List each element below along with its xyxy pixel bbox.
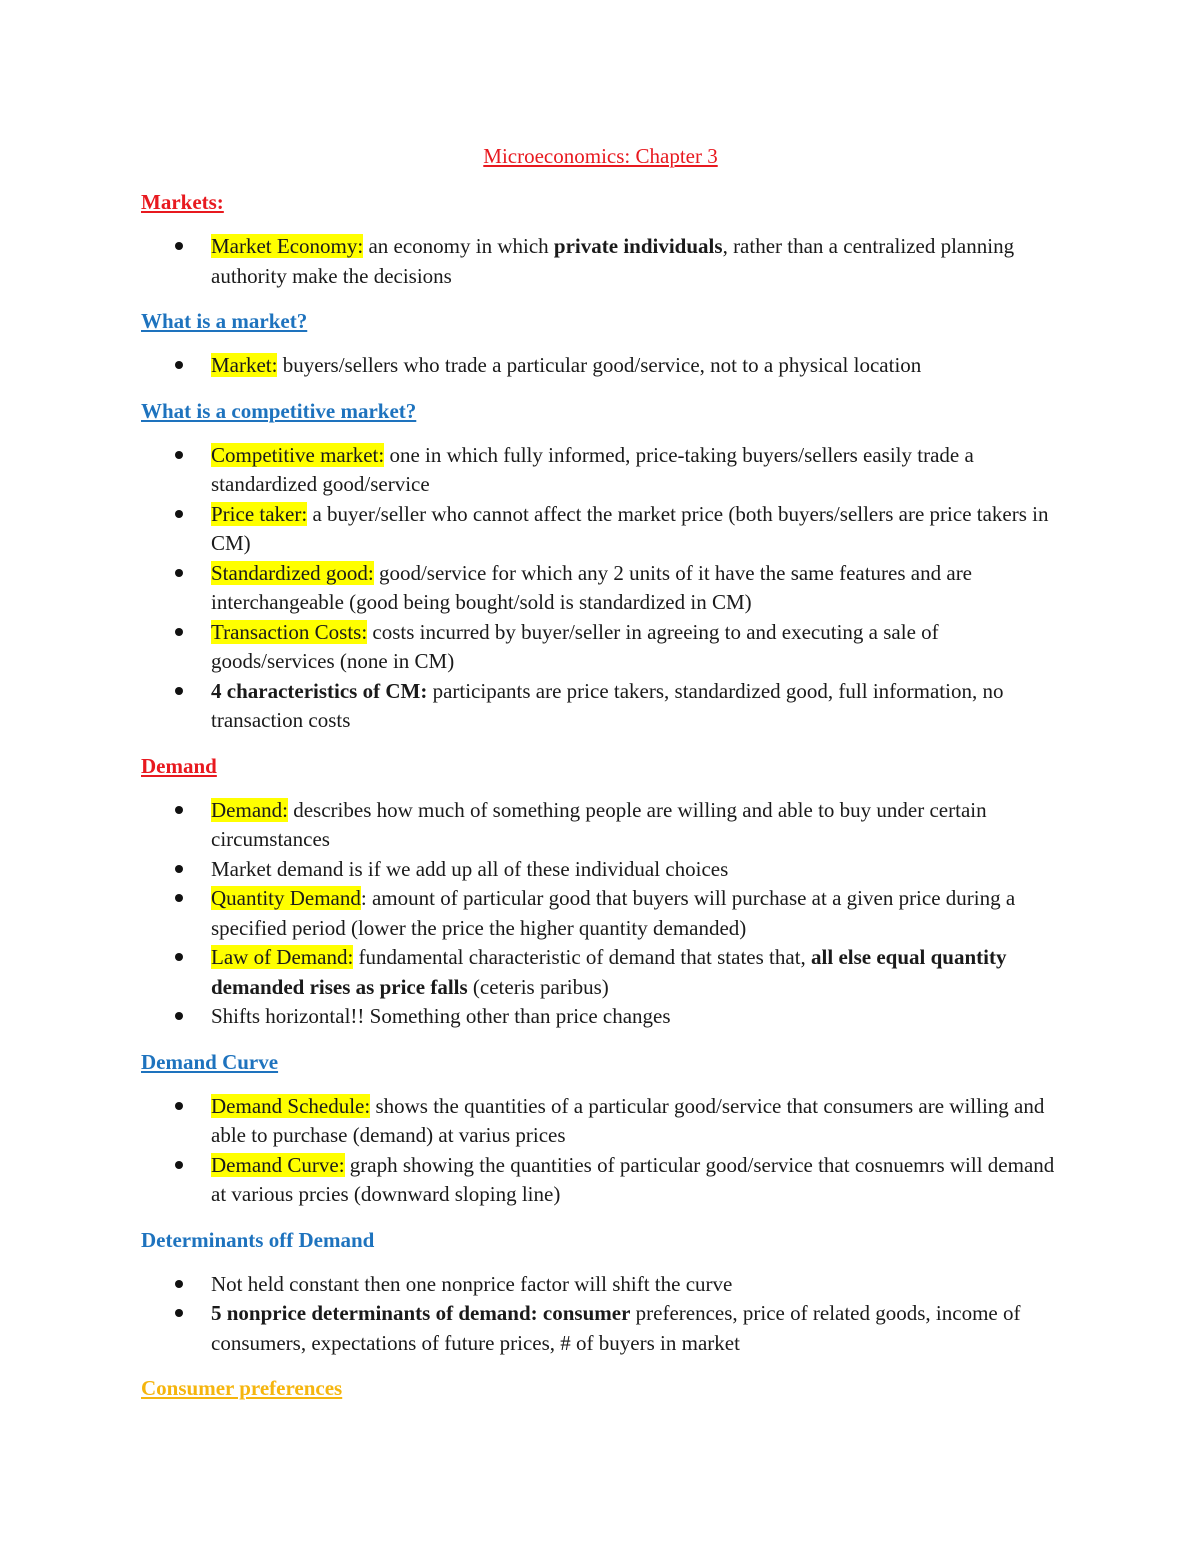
definition-text: , rather than a centralized planning authority make the decisions: [211, 234, 1015, 288]
definition-text: Market demand is if we add up all of these individual choices: [211, 856, 729, 881]
highlighted-term: Transaction Costs:: [211, 619, 368, 644]
bullet-dot-icon: [175, 510, 183, 518]
list-item: [141, 618, 1060, 677]
list-item: [141, 677, 1060, 736]
list-item: [141, 855, 1060, 885]
list-item: [141, 351, 1060, 381]
highlighted-term: Market Economy:: [211, 234, 364, 258]
bullet-dot-icon: [175, 242, 183, 250]
list-item: [141, 796, 1060, 855]
bullet-dot-icon: [175, 687, 183, 695]
section-heading-competitive-market: What is a competitive market?: [141, 398, 417, 423]
bullet-list-market: [141, 351, 1060, 381]
section-heading-demand-curve: Demand Curve: [141, 1049, 279, 1074]
bullet-dot-icon: [175, 628, 183, 636]
list-item: [141, 1299, 1060, 1358]
section-heading-markets: Markets:: [141, 190, 224, 214]
highlighted-term: Demand Curve:: [211, 1152, 345, 1177]
definition-text: an economy in which: [363, 234, 554, 258]
definition-text: : amount of particular good that buyers will purchase at a given price during a specified period (lower the price the higher quantity demanded): [211, 886, 1016, 940]
list-item: [141, 1092, 1060, 1151]
list-item: [141, 1151, 1060, 1210]
definition-text: a buyer/seller who cannot affect the market price (both buyers/sellers are price takers in CM): [211, 501, 1049, 555]
bullet-dot-icon: [175, 1280, 183, 1288]
highlighted-term: Price taker:: [211, 501, 308, 526]
definition-text: describes how much of something people are willing and able to buy under certain circumstances: [211, 797, 987, 851]
bold-text: private individuals: [553, 234, 723, 258]
bullet-dot-icon: [175, 894, 183, 902]
definition-text: fundamental characteristic of demand that states that,: [353, 945, 812, 969]
bold-term: 5 nonprice determinants of demand: consumer: [211, 1301, 631, 1325]
definition-text: graph showing the quantities of particular good/service that cosnuemrs will demand at various prcies (downward sloping line): [211, 1152, 1055, 1206]
bullet-dot-icon: [175, 1102, 183, 1110]
definition-text: preferences, price of related goods, income of consumers, expectations of future prices, # of buyers in market: [211, 1301, 1021, 1355]
section-heading-demand: Demand: [141, 753, 217, 778]
list-item: [141, 500, 1060, 559]
definition-text: (ceteris paribus): [467, 974, 609, 999]
definition-text: costs incurred by buyer/seller in agreeing to and executing a sale of goods/services (none in CM): [211, 619, 939, 673]
highlighted-term: Law of Demand:: [211, 945, 354, 969]
bullet-dot-icon: [175, 451, 183, 459]
highlighted-term: Competitive market:: [211, 442, 385, 467]
bold-term: 4 characteristics of CM:: [211, 678, 428, 703]
highlighted-term: Quantity Demand: [211, 886, 361, 910]
bullet-dot-icon: [175, 569, 183, 577]
bullet-list-competitive-market: [141, 441, 1060, 736]
document-title: Microeconomics: Chapter 3: [483, 144, 718, 168]
highlighted-term: Market:: [211, 353, 278, 377]
bullet-dot-icon: [175, 865, 183, 873]
bullet-dot-icon: [175, 361, 183, 369]
section-heading-determinants: Determinants off Demand: [141, 1227, 375, 1252]
list-item: [141, 559, 1060, 618]
list-item: [141, 441, 1060, 500]
bullet-list-demand-curve: [141, 1092, 1060, 1210]
highlighted-term: Demand Schedule:: [211, 1093, 371, 1118]
list-item: [141, 1270, 1060, 1300]
definition-text: shows the quantities of a particular good/service that consumers are willing and able to purchase (demand) at varius prices: [211, 1093, 1045, 1147]
definition-text: Shifts horizontal!! Something other than price changes: [211, 1004, 671, 1028]
bullet-dot-icon: [175, 806, 183, 814]
bullet-dot-icon: [175, 953, 183, 961]
highlighted-term: Demand:: [211, 797, 288, 822]
bullet-dot-icon: [175, 1161, 183, 1169]
list-item: [141, 884, 1060, 943]
definition-text: Not held constant then one nonprice factor will shift the curve: [211, 1271, 733, 1296]
list-item: [141, 232, 1060, 291]
bullet-dot-icon: [175, 1309, 183, 1317]
definition-text: good/service for which any 2 units of it have the same features and are interchangeable (good being bought/sold is standardized in CM): [211, 560, 973, 614]
section-heading-consumer-preferences: Consumer preferences: [141, 1376, 343, 1400]
bullet-list-markets: [141, 232, 1060, 291]
section-heading-what-is-a-market: What is a market?: [141, 309, 308, 333]
bullet-dot-icon: [175, 1012, 183, 1020]
definition-text: one in which fully informed, price-taking buyers/sellers easily trade a standardized good/service: [211, 442, 974, 496]
definition-text: buyers/sellers who trade a particular good/service, not to a physical location: [277, 353, 922, 377]
highlighted-term: Standardized good:: [211, 560, 374, 585]
bold-text: all else equal quantity demanded rises as price falls: [211, 945, 1007, 999]
bullet-list-determinants: [141, 1270, 1060, 1359]
list-item: [141, 1002, 1060, 1032]
list-item: [141, 943, 1060, 1002]
bullet-list-demand: [141, 796, 1060, 1032]
definition-text: participants are price takers, standardized good, full information, no transaction costs: [211, 678, 1004, 732]
